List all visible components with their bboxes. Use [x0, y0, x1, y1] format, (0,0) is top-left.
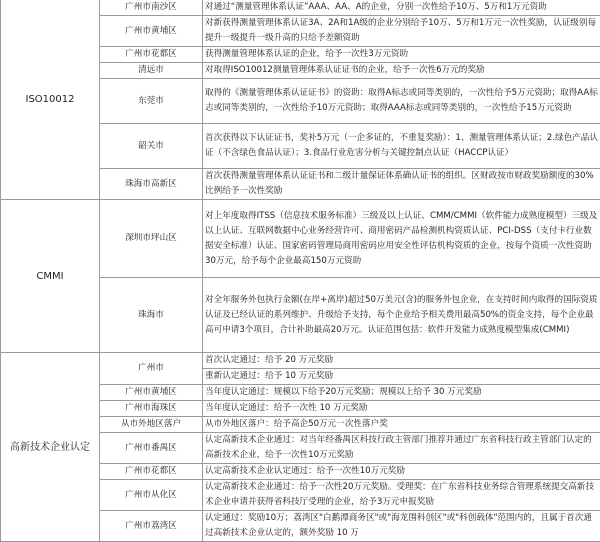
- table-row: [1, 0, 600, 16]
- policy-cell: 认定高新技术企业通过：给予一次性20万元奖励。受理奖：在广东省科技业务综合管理系统提交高新技术企业申请并获得省科技厅受理的企业，给予3万元申报奖励: [203, 480, 600, 511]
- city-cell: 广州市花都区: [100, 47, 203, 63]
- table-row: [1, 353, 600, 369]
- category-label: CMMI: [1, 200, 100, 353]
- city-cell: 广州市从化区: [100, 480, 203, 511]
- policy-cell: 认定高新技术企业认定通过：给予一次性10万元奖励: [203, 464, 600, 480]
- policy-cell: 认定高新技术企业通过：对当年经番禺区科技行政主管部门推荐并通过广东省科技行政主管部门认定的高新技术企业，给予一次性10万元奖励: [203, 433, 600, 464]
- policy-cell: 认定通过：奖励10万；荔湾区"白鹅潭商务区"或"海龙围科创区"或"科创载体"范围内的，且属于首次通过高新技术企业认定的，额外奖励 10 万: [203, 511, 600, 542]
- policy-cell: 从市外地区落户：给予高企50万元一次性落户奖: [203, 417, 600, 433]
- policy-cell: 首次获得以下认证证书，奖补5万元（一企多证的，不重复奖励）：1、测量管理体系认证；2.绿色产品认证（不含绿色食品认证）；3.食品行业危害分析与关键控制点认证（HACCP认证）: [203, 124, 600, 169]
- policy-table-hitech: [0, 352, 600, 542]
- city-cell: 广州市南沙区: [100, 0, 203, 16]
- category-label: ISO10012: [1, 0, 100, 200]
- city-cell: 广州市番禺区: [100, 433, 203, 464]
- city-cell: 珠海市: [100, 278, 203, 353]
- policy-cell: 对上年度取得ITSS（信息技术服务标准）三级及以上认证、CMM/CMMI（软件能力成熟度模型）三级及以上认证、互联网数据中心业务经营许可、商用密码产品检测机构资质认证、PCI-DSS（支付卡行业数据安全标准）认证、国家密码管理局商用密码应用安全性评估机构资质的企业，按每个资质一次性资助30万元，给予每个企业最高150万元资助: [203, 200, 600, 278]
- city-cell: 东莞市: [100, 79, 203, 124]
- city-cell: 珠海市高新区: [100, 169, 203, 200]
- city-cell: 从市外地区落户: [100, 417, 203, 433]
- city-cell: 广州市海珠区: [100, 401, 203, 417]
- category-label: 高新技术企业认定: [1, 353, 100, 542]
- policy-table: [0, 0, 600, 200]
- city-cell: 广州市花都区: [100, 464, 203, 480]
- policy-cell: 首次认定通过：给予 20 万元奖励: [203, 353, 600, 369]
- city-cell: 广州市: [100, 353, 203, 385]
- city-cell: 广州市黄埔区: [100, 16, 203, 47]
- policy-cell: 对全年服务外包执行金额(在岸+离岸)超过50万美元(含)的服务外包企业，在支持时间内取得的国际资质认证及已经认证的系列维护、升级给予支持，每个企业给予相关费用最高50%的资金支持，每个企业最高可申请3个项目，合计补助最高20万元。认证范围包括：软件开发能力成熟度模型集成(CMMI): [203, 278, 600, 353]
- policy-cell: 对新获得测量管理体系认证3A、2A和1A级的企业分别给予10万、5万和1万元一次性奖励，认证级别每提升一级提升一级升高的只给予差额资助: [203, 16, 600, 47]
- city-cell: 清远市: [100, 63, 203, 79]
- policy-table-cmmi: [0, 199, 600, 353]
- city-cell: 广州市黄埔区: [100, 385, 203, 401]
- city-cell: 广州市荔湾区: [100, 511, 203, 542]
- policy-cell: 首次获得测量管理体系认证证书和二级计量保证体系确认证书的组织。区财政按市财政奖励额度的30%比例给予一次性奖励: [203, 169, 600, 200]
- policy-cell: 取得的《测量管理体系认证证书》的资助：取得A标志或同等类别的，一次性给予5万元资助；取得AA标志或同等类别的，一次性给予10万元资助；取得AAA标志或同等类别的，一次性给予15万元资助: [203, 79, 600, 124]
- policy-cell: 对取得ISO10012测量管理体系认证证书的企业，给予一次性6万元的奖励: [203, 63, 600, 79]
- city-cell: 韶关市: [100, 124, 203, 169]
- policy-cell: 当年度认定通过：规模以下给予20万元奖励；规模以上给予 30 万元奖励: [203, 385, 600, 401]
- policy-cell: 重新认定通过：给予 10 万元奖励: [203, 369, 600, 385]
- city-cell: 深圳市坪山区: [100, 200, 203, 278]
- policy-cell: 对通过“测量管理体系认证”AAA、AA、A的企业，分别一次性给予10万、5万和1万元资助: [203, 0, 600, 16]
- policy-cell: 获得测量管理体系认证的企业，给予一次性3万元资助: [203, 47, 600, 63]
- table-row: [1, 200, 600, 278]
- policy-cell: 当年度认定通过：给予一次性 10 万元奖励: [203, 401, 600, 417]
